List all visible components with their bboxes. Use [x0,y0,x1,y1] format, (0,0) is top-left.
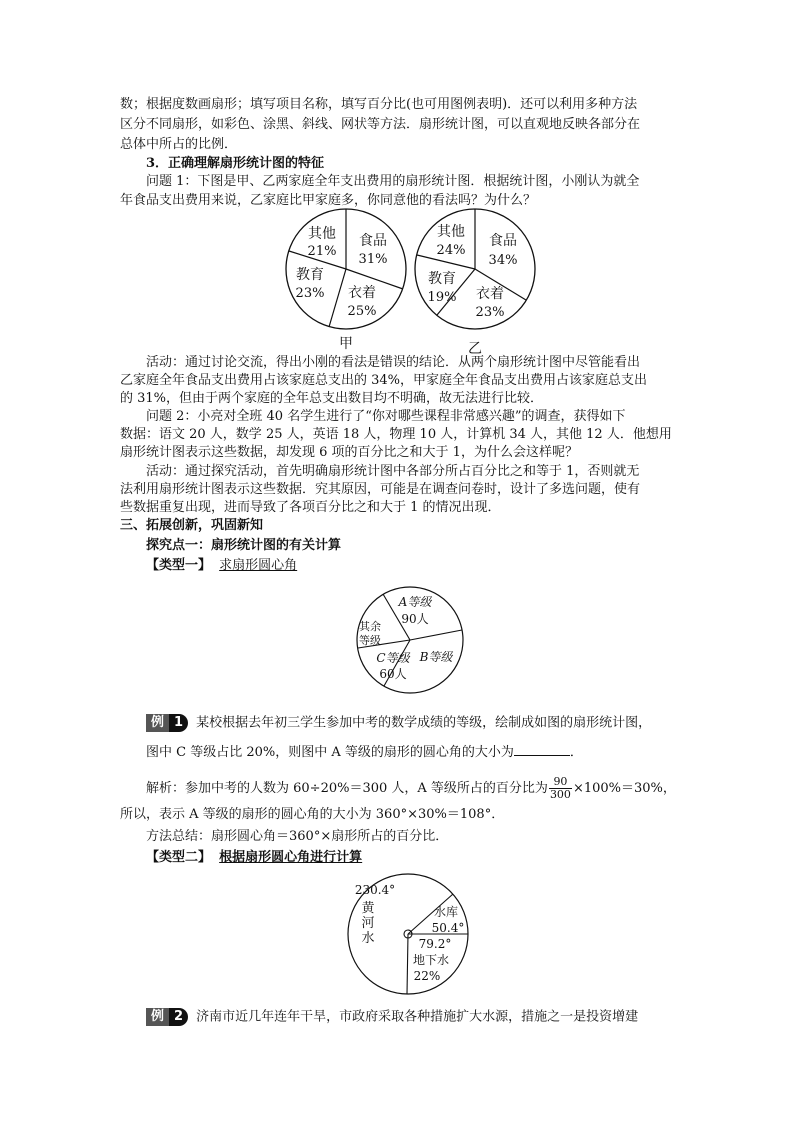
pie-grade-c-label: C等级 [376,651,410,665]
fraction-90-300: $\frac{90}{300}$ [549,775,571,801]
explore-point-1: 探究点一：扇形统计图的有关计算 [146,538,342,553]
pie-jia-pct-food: 31% [358,252,388,267]
solution1-line1: 解析：参加中考的人数为 60÷20%＝300 人，A 等级所占的百分比为 $\frac{90}{300}$ ×100%＝30%， [146,775,676,801]
solution1-line2: 所以，表示 A 等级的扇形的圆心角的大小为 360°×30%＝108°． [120,807,505,822]
para1-line2: 区分不同扇形，如彩色、涂黑、斜线、网状等方法．扇形统计图，可以直观地反映各部分在 [120,117,641,132]
q2-line1: 问题 2：小亮对全班 40 名学生进行了“你对哪些课程非常感兴趣”的调查，获得如下 [146,409,626,424]
pie-yi-pct-food: 34% [488,253,518,268]
answer-blank[interactable] [514,743,570,756]
example2-line1: 例 2 济南市近几年连年干旱，市政府采取各种措施扩大水源，措施之一是投资增建 [146,1008,638,1027]
pie-grade-other2: 等级 [359,634,381,647]
pie-water-ground-angle: 79.2° [418,937,452,951]
pie-grade-c-count: 60人 [379,667,407,681]
method-summary-1: 方法总结：扇形圆心角＝360°×扇形所占的百分比． [146,829,449,844]
pie-grade-other1: 其余 [359,620,381,633]
pie-grade-a-count: 90人 [401,612,429,626]
pie-grade-b-label: B等级 [419,650,453,664]
pie-yi-caption: 乙 [468,341,482,357]
pie-water-ground-pct: 22% [413,969,441,983]
pie-yi-pct-clothing: 23% [475,305,505,320]
pie-jia-pct-clothing: 25% [347,304,377,319]
pie-jia-label-edu: 教育 [296,267,324,283]
q2-line3: 扇形统计图表示这些数据，却发现 6 项的百分比之和大于 1，为什么会这样呢？ [120,445,578,460]
example1-badge: 例 1 [146,714,188,732]
act2-line3: 些数据重复出现，进而导致了各项百分比之和大于 1 的情况出现． [120,500,501,515]
pie-yi-label-other: 其他 [437,224,465,240]
pie-water-divider [407,934,408,994]
pie-grade [350,586,470,696]
example1-line2: 图中 C 等级占比 20%，则图中 A 等级的扇形的圆心角的大小为 ． [146,745,583,760]
example2-badge: 例 2 [146,1008,188,1026]
type1-title: 求扇形圆心角 [219,558,298,573]
type2-heading [146,849,362,867]
act2-line2: 法利用扇形统计图表示这些数据．究其原因，可能是在调查问卷时，设计了多选问题，使有 [120,482,641,497]
section-extension-title: 三、拓展创新，巩固新知 [120,518,264,533]
type1-heading [146,557,297,575]
pie-water-reservoir-angle: 50.4° [431,921,465,935]
pie-jia-caption: 甲 [339,336,353,352]
type2-title: 根据扇形圆心角进行计算 [219,850,363,865]
pie-water-reservoir: 水库 [433,905,459,919]
pie-yi-label-edu: 教育 [428,271,456,287]
section3-title: 3．正确理解扇形统计图的特征 [146,156,325,171]
pie-jia [286,209,406,352]
pie-jia-divider [329,269,346,327]
pie-yi-label-clothing: 衣着 [476,286,504,302]
pie-jia-label-other: 其他 [308,226,336,242]
para1-line1: 数；根据度数画扇形；填写项目名称，填写百分比(也可用图例表明)．还可以利用多种方法 [120,97,638,112]
pie-yi-pct-edu: 19% [427,290,457,305]
q1-line1: 问题 1：下图是甲、乙两家庭全年支出费用的扇形统计图．根据统计图，小刚认为就全 [146,174,640,189]
pie-water-ground-label: 地下水 [412,953,450,967]
pie-charts-jia-yi [270,205,560,365]
pie-yi-label-food: 食品 [489,233,517,249]
pie-grade-divider [410,630,462,640]
pie-jia-label-clothing: 衣着 [348,285,376,301]
pie-grade-a-label: A等级 [398,595,432,609]
pie-jia-label-food: 食品 [359,233,387,249]
pie-water-yellow-2: 河 [361,916,375,931]
q2-line2: 数据：语文 20 人，数学 25 人，英语 18 人，物理 10 人，计算机 34 人，其他 12 人．他想用 [120,427,672,442]
act2-line1: 活动：通过探究活动，首先明确扇形统计图中各部分所占百分比之和等于 1，否则就无 [146,464,640,479]
pie-water-source [342,872,472,997]
pie-water-yellow-1: 黄 [361,901,375,916]
act1-line3: 的 31%，但由于两个家庭的全年总支出数目均不明确，故无法进行比较． [120,391,544,406]
pie-jia-pct-edu: 23% [295,286,325,301]
pie-jia-pct-other: 21% [307,244,337,259]
act1-line1: 活动：通过讨论交流，得出小刚的看法是错误的结论．从两个扇形统计图中尽管能看出 [146,355,641,370]
pie-yi [415,209,535,357]
q1-line2: 年食品支出费用来说，乙家庭比甲家庭多，你同意他的看法吗？为什么？ [120,193,537,208]
pie-water-yellow-3: 水 [361,931,375,946]
pie-yi-pct-other: 24% [436,243,466,258]
para1-line3: 总体中所占的比例． [120,137,238,152]
type1-bracket: 【类型一】 [146,558,212,573]
example1-line1: 例 1 某校根据去年初三学生参加中考的数学成绩的等级，绘制成如图的扇形统计图， [146,714,651,733]
act1-line2: 乙家庭全年食品支出费用占该家庭总支出的 34%，甲家庭全年食品支出费用占该家庭总支出 [120,373,648,388]
type2-bracket: 【类型二】 [146,850,212,865]
pie-water-yellow-angle: 230.4° [354,883,396,897]
